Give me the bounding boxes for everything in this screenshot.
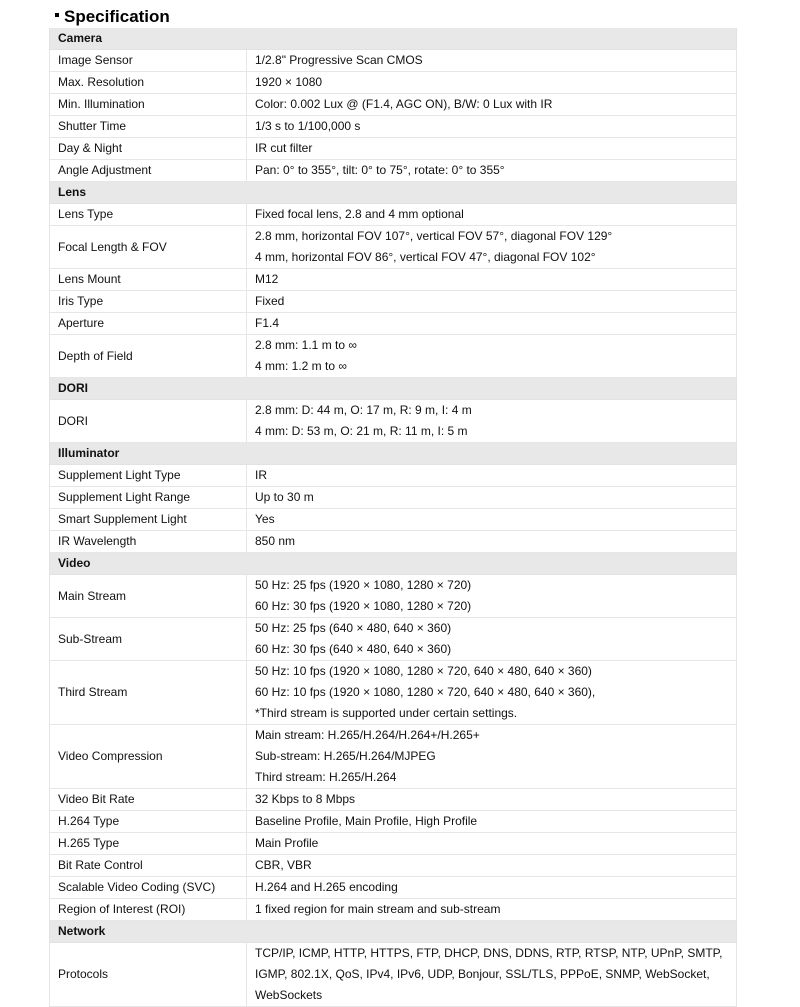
- spec-row: [50, 575, 737, 618]
- spec-label: Bit Rate Control: [50, 855, 247, 877]
- spec-value: [247, 138, 737, 160]
- spec-table-body: [50, 28, 737, 1007]
- spec-label: Supplement Light Range: [50, 487, 247, 509]
- spec-value: [247, 943, 737, 1007]
- spec-value: [247, 94, 737, 116]
- spec-row: [50, 789, 737, 811]
- spec-value: [247, 725, 737, 789]
- spec-value: [247, 531, 737, 553]
- section-header: [50, 443, 737, 465]
- spec-value-line: *Third stream is supported under certain settings.: [255, 706, 518, 720]
- spec-value: [247, 487, 737, 509]
- spec-value: [247, 226, 737, 269]
- spec-value-line: Third stream: H.265/H.264: [255, 770, 397, 784]
- spec-label: Depth of Field: [50, 335, 247, 378]
- spec-row: [50, 116, 737, 138]
- spec-value-line: Color: 0.002 Lux @ (F1.4, AGC ON), B/W: 0 Lux with IR: [255, 97, 553, 111]
- spec-value-line: 4 mm: D: 53 m, O: 21 m, R: 11 m, I: 5 m: [255, 424, 468, 438]
- spec-row: [50, 138, 737, 160]
- section-header: [50, 182, 737, 204]
- spec-title: Specification: [64, 7, 170, 26]
- spec-value: [247, 313, 737, 335]
- spec-label: Iris Type: [50, 291, 247, 313]
- section-header: [50, 921, 737, 943]
- spec-value-line: 60 Hz: 30 fps (1920 × 1080, 1280 × 720): [255, 599, 472, 613]
- spec-value: [247, 335, 737, 378]
- spec-value-line: IGMP, 802.1X, QoS, IPv4, IPv6, UDP, Bonjour, SSL/TLS, PPPoE, SNMP, WebSocket,: [255, 967, 710, 981]
- spec-value-line: Fixed focal lens, 2.8 and 4 mm optional: [255, 207, 464, 221]
- spec-value: [247, 50, 737, 72]
- spec-value: [247, 789, 737, 811]
- spec-label: Smart Supplement Light: [50, 509, 247, 531]
- spec-row: [50, 335, 737, 378]
- spec-label: Supplement Light Type: [50, 465, 247, 487]
- spec-value: [247, 400, 737, 443]
- section-title: Camera: [50, 28, 737, 50]
- spec-row: [50, 833, 737, 855]
- spec-label: Angle Adjustment: [50, 160, 247, 182]
- spec-value: [247, 899, 737, 921]
- section-title: DORI: [50, 378, 737, 400]
- spec-label: Scalable Video Coding (SVC): [50, 877, 247, 899]
- spec-label: Focal Length & FOV: [50, 226, 247, 269]
- spec-label: Min. Illumination: [50, 94, 247, 116]
- spec-row: [50, 855, 737, 877]
- spec-value-line: 50 Hz: 25 fps (1920 × 1080, 1280 × 720): [255, 578, 472, 592]
- section-header: [50, 553, 737, 575]
- spec-value-line: 60 Hz: 10 fps (1920 × 1080, 1280 × 720, 640 × 480, 640 × 360),: [255, 685, 596, 699]
- section-title: Illuminator: [50, 443, 737, 465]
- spec-label: IR Wavelength: [50, 531, 247, 553]
- spec-row: [50, 291, 737, 313]
- spec-value-line: Main stream: H.265/H.264/H.264+/H.265+: [255, 728, 480, 742]
- spec-value-line: Sub-stream: H.265/H.264/MJPEG: [255, 749, 436, 763]
- spec-row: [50, 465, 737, 487]
- square-bullet-icon: [55, 13, 59, 17]
- spec-value: [247, 661, 737, 725]
- section-header: [50, 378, 737, 400]
- spec-row: [50, 50, 737, 72]
- spec-value-line: 850 nm: [255, 534, 296, 548]
- section-header: [50, 28, 737, 50]
- spec-value: [247, 509, 737, 531]
- spec-value: [247, 855, 737, 877]
- section-title: Lens: [50, 182, 737, 204]
- spec-label: Max. Resolution: [50, 72, 247, 94]
- spec-row: [50, 160, 737, 182]
- spec-value: [247, 575, 737, 618]
- spec-row: [50, 877, 737, 899]
- spec-value: [247, 877, 737, 899]
- spec-value: [247, 204, 737, 226]
- spec-value-line: 2.8 mm: 1.1 m to ∞: [255, 338, 357, 352]
- spec-row: [50, 400, 737, 443]
- spec-label: Video Compression: [50, 725, 247, 789]
- spec-row: [50, 943, 737, 1007]
- spec-label: Day & Night: [50, 138, 247, 160]
- spec-row: [50, 725, 737, 789]
- spec-value-line: 4 mm, horizontal FOV 86°, vertical FOV 47°, diagonal FOV 102°: [255, 250, 596, 264]
- spec-row: [50, 661, 737, 725]
- spec-value: [247, 465, 737, 487]
- spec-row: [50, 269, 737, 291]
- spec-value: [247, 291, 737, 313]
- spec-row: [50, 487, 737, 509]
- spec-value-line: CBR, VBR: [255, 858, 312, 872]
- spec-value-line: Up to 30 m: [255, 490, 314, 504]
- spec-value-line: WebSockets: [255, 988, 323, 1002]
- spec-label: Lens Mount: [50, 269, 247, 291]
- spec-value-line: 1920 × 1080: [255, 75, 323, 89]
- spec-label: Video Bit Rate: [50, 789, 247, 811]
- spec-value-line: H.264 and H.265 encoding: [255, 880, 398, 894]
- spec-value-line: IR: [255, 468, 267, 482]
- spec-row: [50, 531, 737, 553]
- spec-row: [50, 72, 737, 94]
- spec-label: Third Stream: [50, 661, 247, 725]
- spec-value: [247, 72, 737, 94]
- spec-value-line: Yes: [255, 512, 275, 526]
- spec-value: [247, 833, 737, 855]
- spec-value-line: Baseline Profile, Main Profile, High Profile: [255, 814, 478, 828]
- spec-row: [50, 811, 737, 833]
- spec-value-line: 1 fixed region for main stream and sub-stream: [255, 902, 501, 916]
- spec-label: Aperture: [50, 313, 247, 335]
- spec-table: [49, 28, 737, 1007]
- spec-label: DORI: [50, 400, 247, 443]
- spec-value-line: Main Profile: [255, 836, 319, 850]
- spec-value-line: TCP/IP, ICMP, HTTP, HTTPS, FTP, DHCP, DNS, DDNS, RTP, RTSP, NTP, UPnP, SMTP,: [255, 946, 723, 960]
- spec-label: Main Stream: [50, 575, 247, 618]
- spec-value-line: 2.8 mm: D: 44 m, O: 17 m, R: 9 m, I: 4 m: [255, 403, 472, 417]
- spec-value-line: Fixed: [255, 294, 285, 308]
- spec-value-line: 4 mm: 1.2 m to ∞: [255, 359, 347, 373]
- spec-value: [247, 618, 737, 661]
- spec-value-line: 60 Hz: 30 fps (640 × 480, 640 × 360): [255, 642, 452, 656]
- spec-value: [247, 269, 737, 291]
- spec-label: H.264 Type: [50, 811, 247, 833]
- spec-value-line: IR cut filter: [255, 141, 313, 155]
- spec-row: [50, 226, 737, 269]
- spec-label: H.265 Type: [50, 833, 247, 855]
- spec-value-line: Pan: 0° to 355°, tilt: 0° to 75°, rotate: 0° to 355°: [255, 163, 505, 177]
- spec-value-line: 1/3 s to 1/100,000 s: [255, 119, 361, 133]
- spec-label: Protocols: [50, 943, 247, 1007]
- spec-label: Lens Type: [50, 204, 247, 226]
- spec-label: Region of Interest (ROI): [50, 899, 247, 921]
- section-title: Network: [50, 921, 737, 943]
- spec-label: Shutter Time: [50, 116, 247, 138]
- spec-value: [247, 811, 737, 833]
- spec-value-line: 1/2.8" Progressive Scan CMOS: [255, 53, 423, 67]
- spec-row: [50, 618, 737, 661]
- spec-heading: [55, 6, 170, 28]
- spec-value-line: F1.4: [255, 316, 280, 330]
- spec-row: [50, 509, 737, 531]
- spec-label: Sub-Stream: [50, 618, 247, 661]
- spec-value-line: M12: [255, 272, 279, 286]
- spec-row: [50, 94, 737, 116]
- spec-row: [50, 204, 737, 226]
- spec-value: [247, 160, 737, 182]
- spec-row: [50, 313, 737, 335]
- spec-value-line: 32 Kbps to 8 Mbps: [255, 792, 356, 806]
- spec-label: Image Sensor: [50, 50, 247, 72]
- spec-value-line: 50 Hz: 25 fps (640 × 480, 640 × 360): [255, 621, 452, 635]
- spec-value: [247, 116, 737, 138]
- spec-row: [50, 899, 737, 921]
- section-title: Video: [50, 553, 737, 575]
- spec-value-line: 50 Hz: 10 fps (1920 × 1080, 1280 × 720, 640 × 480, 640 × 360): [255, 664, 592, 678]
- spec-value-line: 2.8 mm, horizontal FOV 107°, vertical FOV 57°, diagonal FOV 129°: [255, 229, 613, 243]
